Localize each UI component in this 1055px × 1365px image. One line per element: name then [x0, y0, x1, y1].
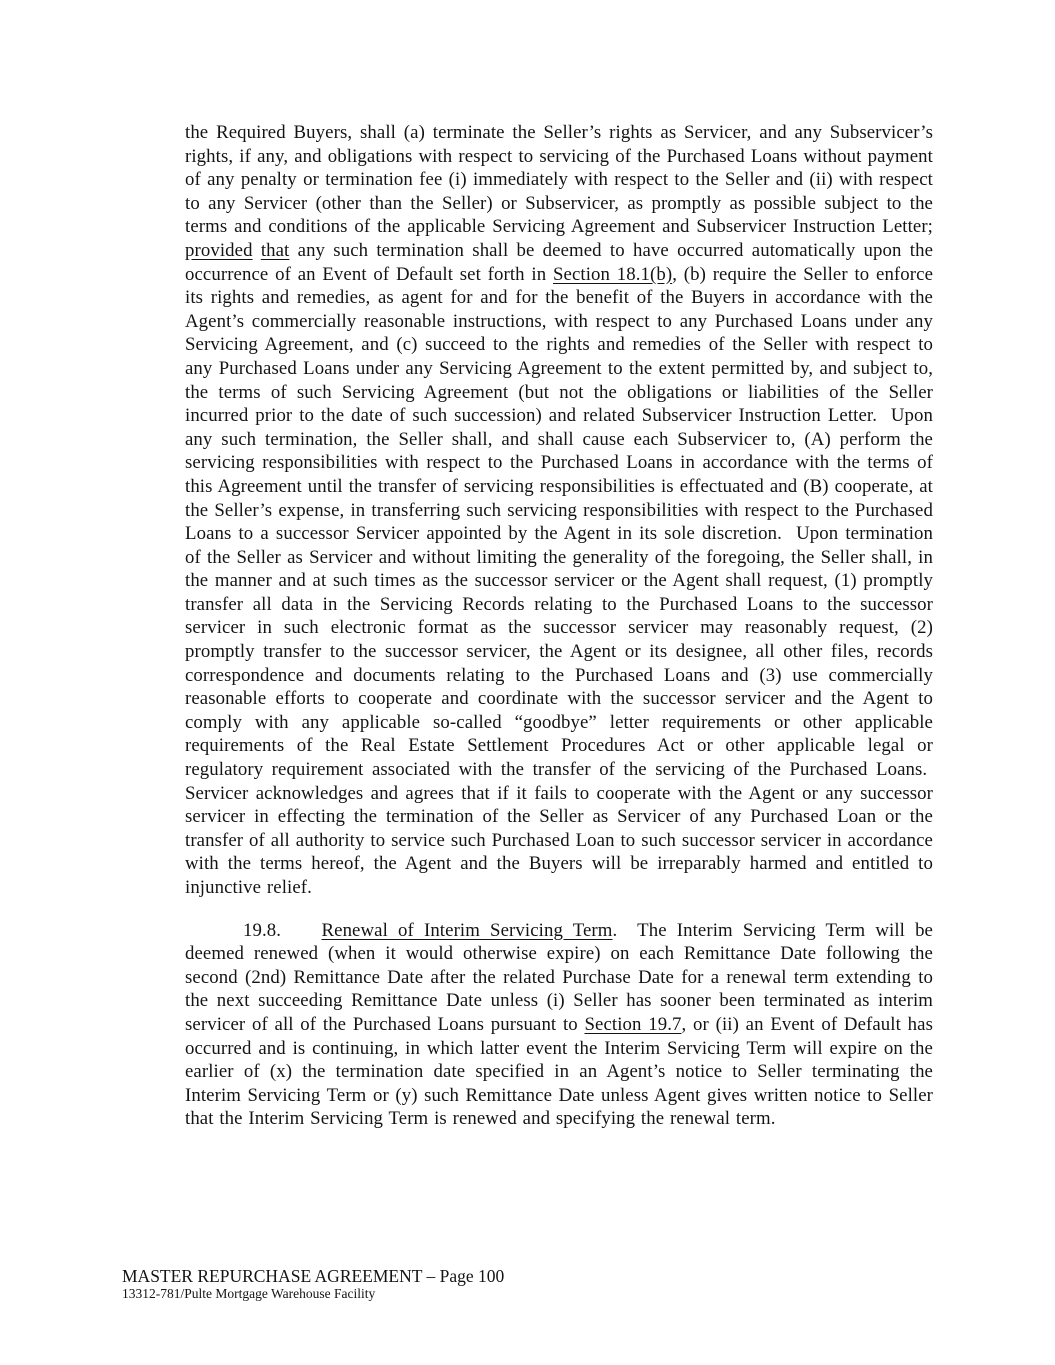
text-run: , or (ii) an Event of Default has occurred and is continuing, in which latter event the Interim Servicing Term will expire on the earlier of (x) the termination date specified in an Agent’s notice to Seller terminating the Interim Servicing Term or (y) such Remittance Date unless Agent gives written notice to Seller that the Interim Servicing Term is renewed and specifying the renewal term. [185, 1013, 933, 1130]
clause-19-7-servicer-termination-paragraph [185, 121, 933, 900]
page-footer [122, 1266, 504, 1302]
text-run [253, 240, 261, 261]
footer-document-title: MASTER REPURCHASE AGREEMENT – Page 100 [122, 1266, 505, 1286]
text-run: , (b) require the Seller to enforce its rights and remedies, as agent for and for the benefit of the Buyers in accordance with the Agent’s commercially reasonable instructions, with respect to any Purchased Loans under any Servicing Agreement, and (c) succeed to the rights and remedies of the Seller with respect to any Purchased Loans under any Servicing Agreement to the extent permitted by, and subject to, the terms of such Servicing Agreement (but not the obligations or liabilities of the Seller incurred prior to the date of such succession) and related Subservicer Instruction Letter. Upon any such termination, the Seller shall, and shall cause each Subservicer to, (A) perform the servicing responsibilities with respect to the Purchased Loans in accordance with the terms of this Agreement until the transfer of servicing responsibilities is effectuated and (B) cooperate, at the Seller’s expense, in transferring such servicing responsibilities with respect to the Purchased Loans to a successor Servicer appointed by the Agent in its sole discretion. Upon termination of the Seller as Servicer and without limiting the generality of the foregoing, the Seller shall, in the manner and at such times as the successor servicer or the Agent shall request, (1) promptly transfer all data in the Servicing Records relating to the Purchased Loans to the successor servicer in such electronic format as the successor servicer may reasonably request, (2) promptly transfer to the successor servicer, the Agent or its designee, all other files, records correspondence and documents relating to the Purchased Loans and (3) use commercially reasonable efforts to cooperate and coordinate with the successor servicer and the Agent to comply with any applicable so-called “goodbye” letter requirements or other applicable requirements of the Real Estate Settlement Procedures Act or other applicable legal or regulatory requirement associated with the transfer of the servicing of the Purchased Loans. Servicer acknowledges and agrees that if it fails to cooperate with the Agent or any successor servicer in effecting the termination of the Seller as Servicer of any Purchased Loan or the transfer of all authority to service such Purchased Loan to such successor servicer in accordance with the terms hereof, the Agent and the Buyers will be irreparably harmed and entitled to injunctive relief. [185, 263, 934, 898]
underlined-text-run: Section 18.1(b) [552, 263, 673, 285]
text-run: any such termination shall be deemed to have occurred automatically upon the occurrence of an Event of Default set forth in [185, 239, 934, 285]
underlined-text-run: that [260, 239, 290, 261]
text-run: 19.8. [243, 919, 322, 941]
document-body [185, 121, 933, 1131]
section-19-8-renewal-of-interim-servicing-term [185, 919, 933, 1131]
underlined-text-run: Section 19.7 [584, 1013, 682, 1035]
footer-reference-line: 13312-781/Pulte Mortgage Warehouse Facility [122, 1286, 376, 1301]
underlined-text-run: Renewal of Interim Servicing Term [321, 919, 613, 941]
underlined-text-run: provided [185, 239, 253, 261]
text-run: . The Interim Servicing Term will be deemed renewed (when it would otherwise expire) on each Remittance Date following the second (2nd) Remittance Date after the related Purchase Date for a renewal term extending to the next succeeding Remittance Date unless (i) Seller has sooner been terminated as interim servicer of all of the Purchased Loans pursuant to [185, 919, 933, 1035]
text-run: the Required Buyers, shall (a) terminate the Seller’s rights as Servicer, and any Subservicer’s rights, if any, and obligations with respect to servicing of the Purchased Loans without payment of any penalty or termination fee (i) immediately with respect to the Seller and (ii) with respect to any Servicer (other than the Seller) or Subservicer, as promptly as possible subject to the terms and conditions of the applicable Servicing Agreement and Subservicer Instruction Letter; [185, 122, 933, 238]
